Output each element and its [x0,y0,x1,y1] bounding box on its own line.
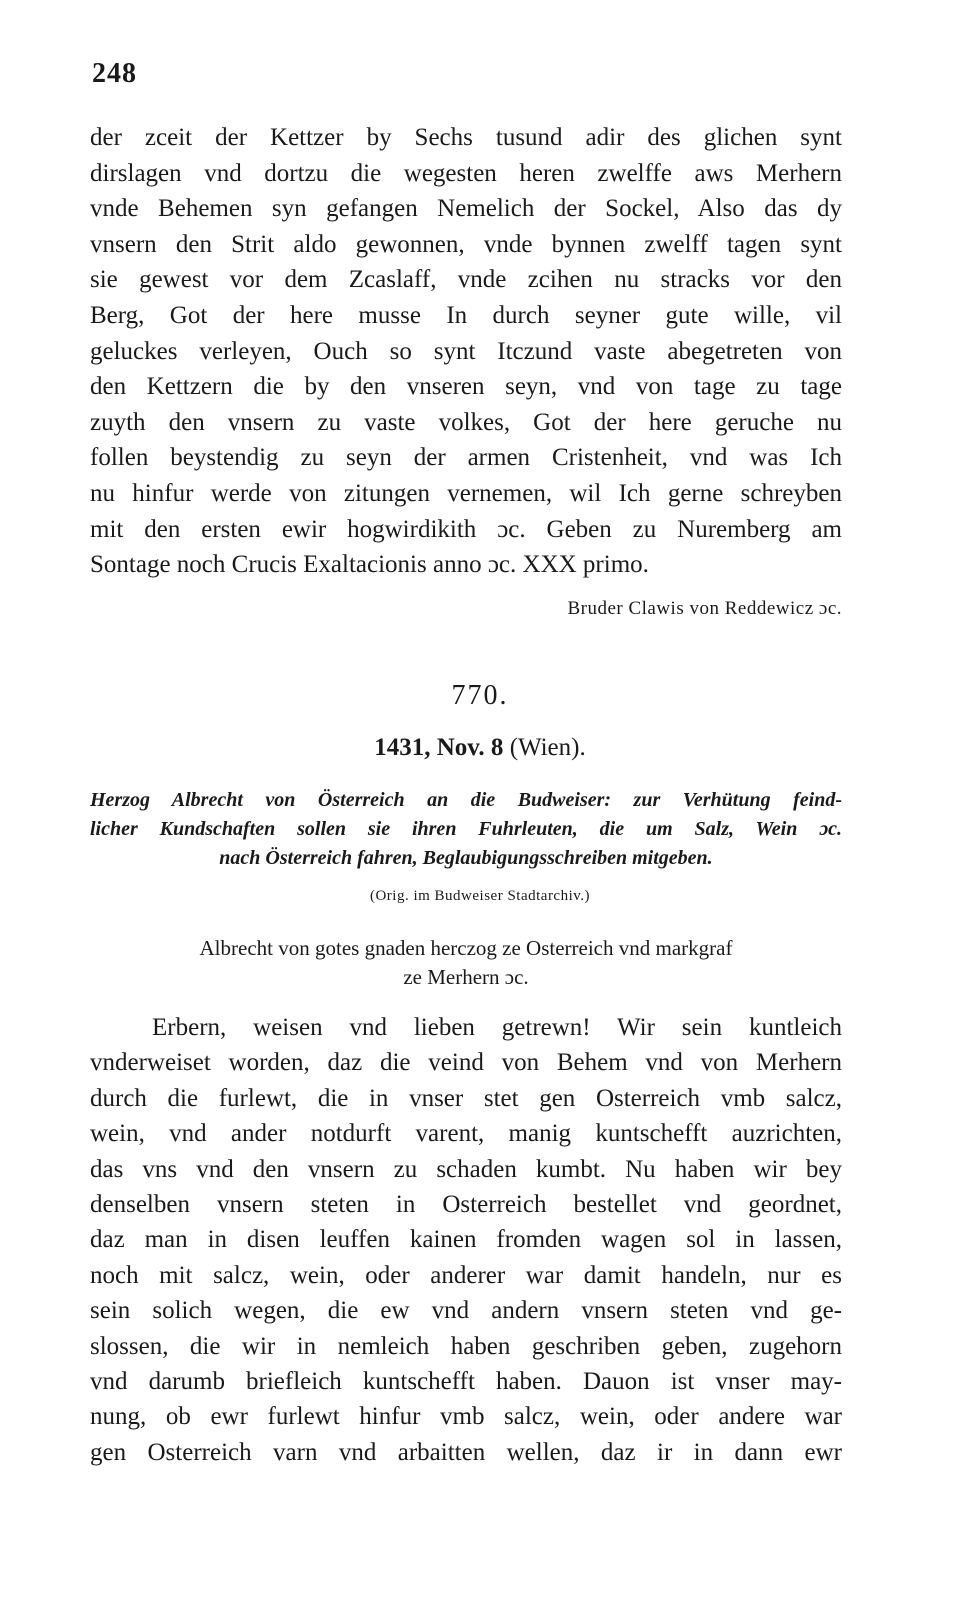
text-line: vnd darumb briefleich kuntschefft haben. Dauon ist vnser may- [90,1368,842,1396]
text-line: nung, ob ewr furlewt hinfur vmb salcz, wein, oder andere war [90,1403,842,1431]
regest-line: Herzog Albrecht von Österreich an die Budweiser: zur Verhütung feind- [90,789,842,811]
previous-document-text [90,120,842,583]
date-place: (Wien). [509,734,586,761]
regest-line: licher Kundschaften sollen sie ihren Fuhrleuten, die um Salz, Wein ɔc. [90,818,842,840]
text-line: noch mit salcz, wein, oder anderer war damit handeln, nur es [90,1261,842,1289]
text-line: follen beystendig zu seyn der armen Cristenheit, vnd was Ich [90,444,842,472]
text-line: slossen, die wir in nemleich haben geschriben geben, zugehorn [90,1332,842,1360]
regest-line: nach Österreich fahren, Beglaubigungsschreiben mitgeben. [219,847,713,869]
text-line: der zceit der Kettzer by Sechs tusund adir des glichen synt [90,124,842,151]
text-line: sie gewest vor dem Zcaslaff, vnde zcihen nu stracks vor den [90,266,842,294]
text-line: denselben vnsern steten in Osterreich bestellet vnd geordnet, [90,1191,842,1219]
text-line: dirslagen vnd dortzu die wegesten heren zwelffe aws Merhern [90,159,842,187]
text-line: Erbern, weisen vnd lieben getrewn! Wir sein kuntleich [152,1014,842,1041]
signature: Bruder Clawis von Reddewicz ɔc. [567,598,842,619]
text-line: das vns vnd den vnsern zu schaden kumbt. Nu haben wir bey [90,1155,842,1183]
text-line: Berg, Got der here musse In durch seyner gute wille, vil [90,301,842,329]
text-line: zuyth den vnsern zu vaste volkes, Got der here geruche nu [90,408,842,436]
date-text: 1431, Nov. 8 [374,734,504,761]
source-note: (Orig. im Budweiser Stadtarchiv.) [369,888,591,904]
text-line: vnderweiset worden, daz die veind von Behem vnd von Merhern [90,1049,842,1077]
text-line: mit den ersten ewir hogwirdikith ɔc. Geben zu Nuremberg am [90,515,842,543]
text-line: daz man in disen leuffen kainen fromden wagen sol in lassen, [90,1226,842,1254]
intitulatio-line: ze Merhern ɔc. [403,965,529,989]
text-line: wein, vnd ander notdurft varent, manig kuntschefft auzrichten, [90,1120,842,1148]
text-line: geluckes verleyen, Ouch so synt Itczund vaste abegetreten von [90,337,842,365]
text-line: sein solich wegen, die ew vnd andern vnsern steten vnd ge- [90,1297,842,1325]
document-number: 770. [451,680,509,711]
document-body [90,1010,842,1470]
regest [90,786,842,873]
page-number: 248 [92,58,137,89]
intitulatio-line: Albrecht von gotes gnaden herczog ze Osterreich vnd markgraf [199,936,733,960]
text-line: Sontage noch Crucis Exaltacionis anno ɔc. XXX primo. [90,551,649,579]
text-line: vnsern den Strit aldo gewonnen, vnde bynnen zwelff tagen synt [90,230,842,258]
text-line: den Kettzern die by den vnseren seyn, vnd von tage zu tage [90,373,842,401]
intitulatio [90,934,842,992]
text-line: nu hinfur werde von zitungen vernemen, wil Ich gerne schreyben [90,479,842,507]
text-line: vnde Behemen syn gefangen Nemelich der Sockel, Also das dy [90,195,842,223]
document-date [0,734,960,762]
text-line: durch die furlewt, die in vnser stet gen Osterreich vmb salcz, [90,1084,842,1112]
text-line: gen Osterreich varn vnd arbaitten wellen, daz ir in dann ewr [90,1438,842,1466]
